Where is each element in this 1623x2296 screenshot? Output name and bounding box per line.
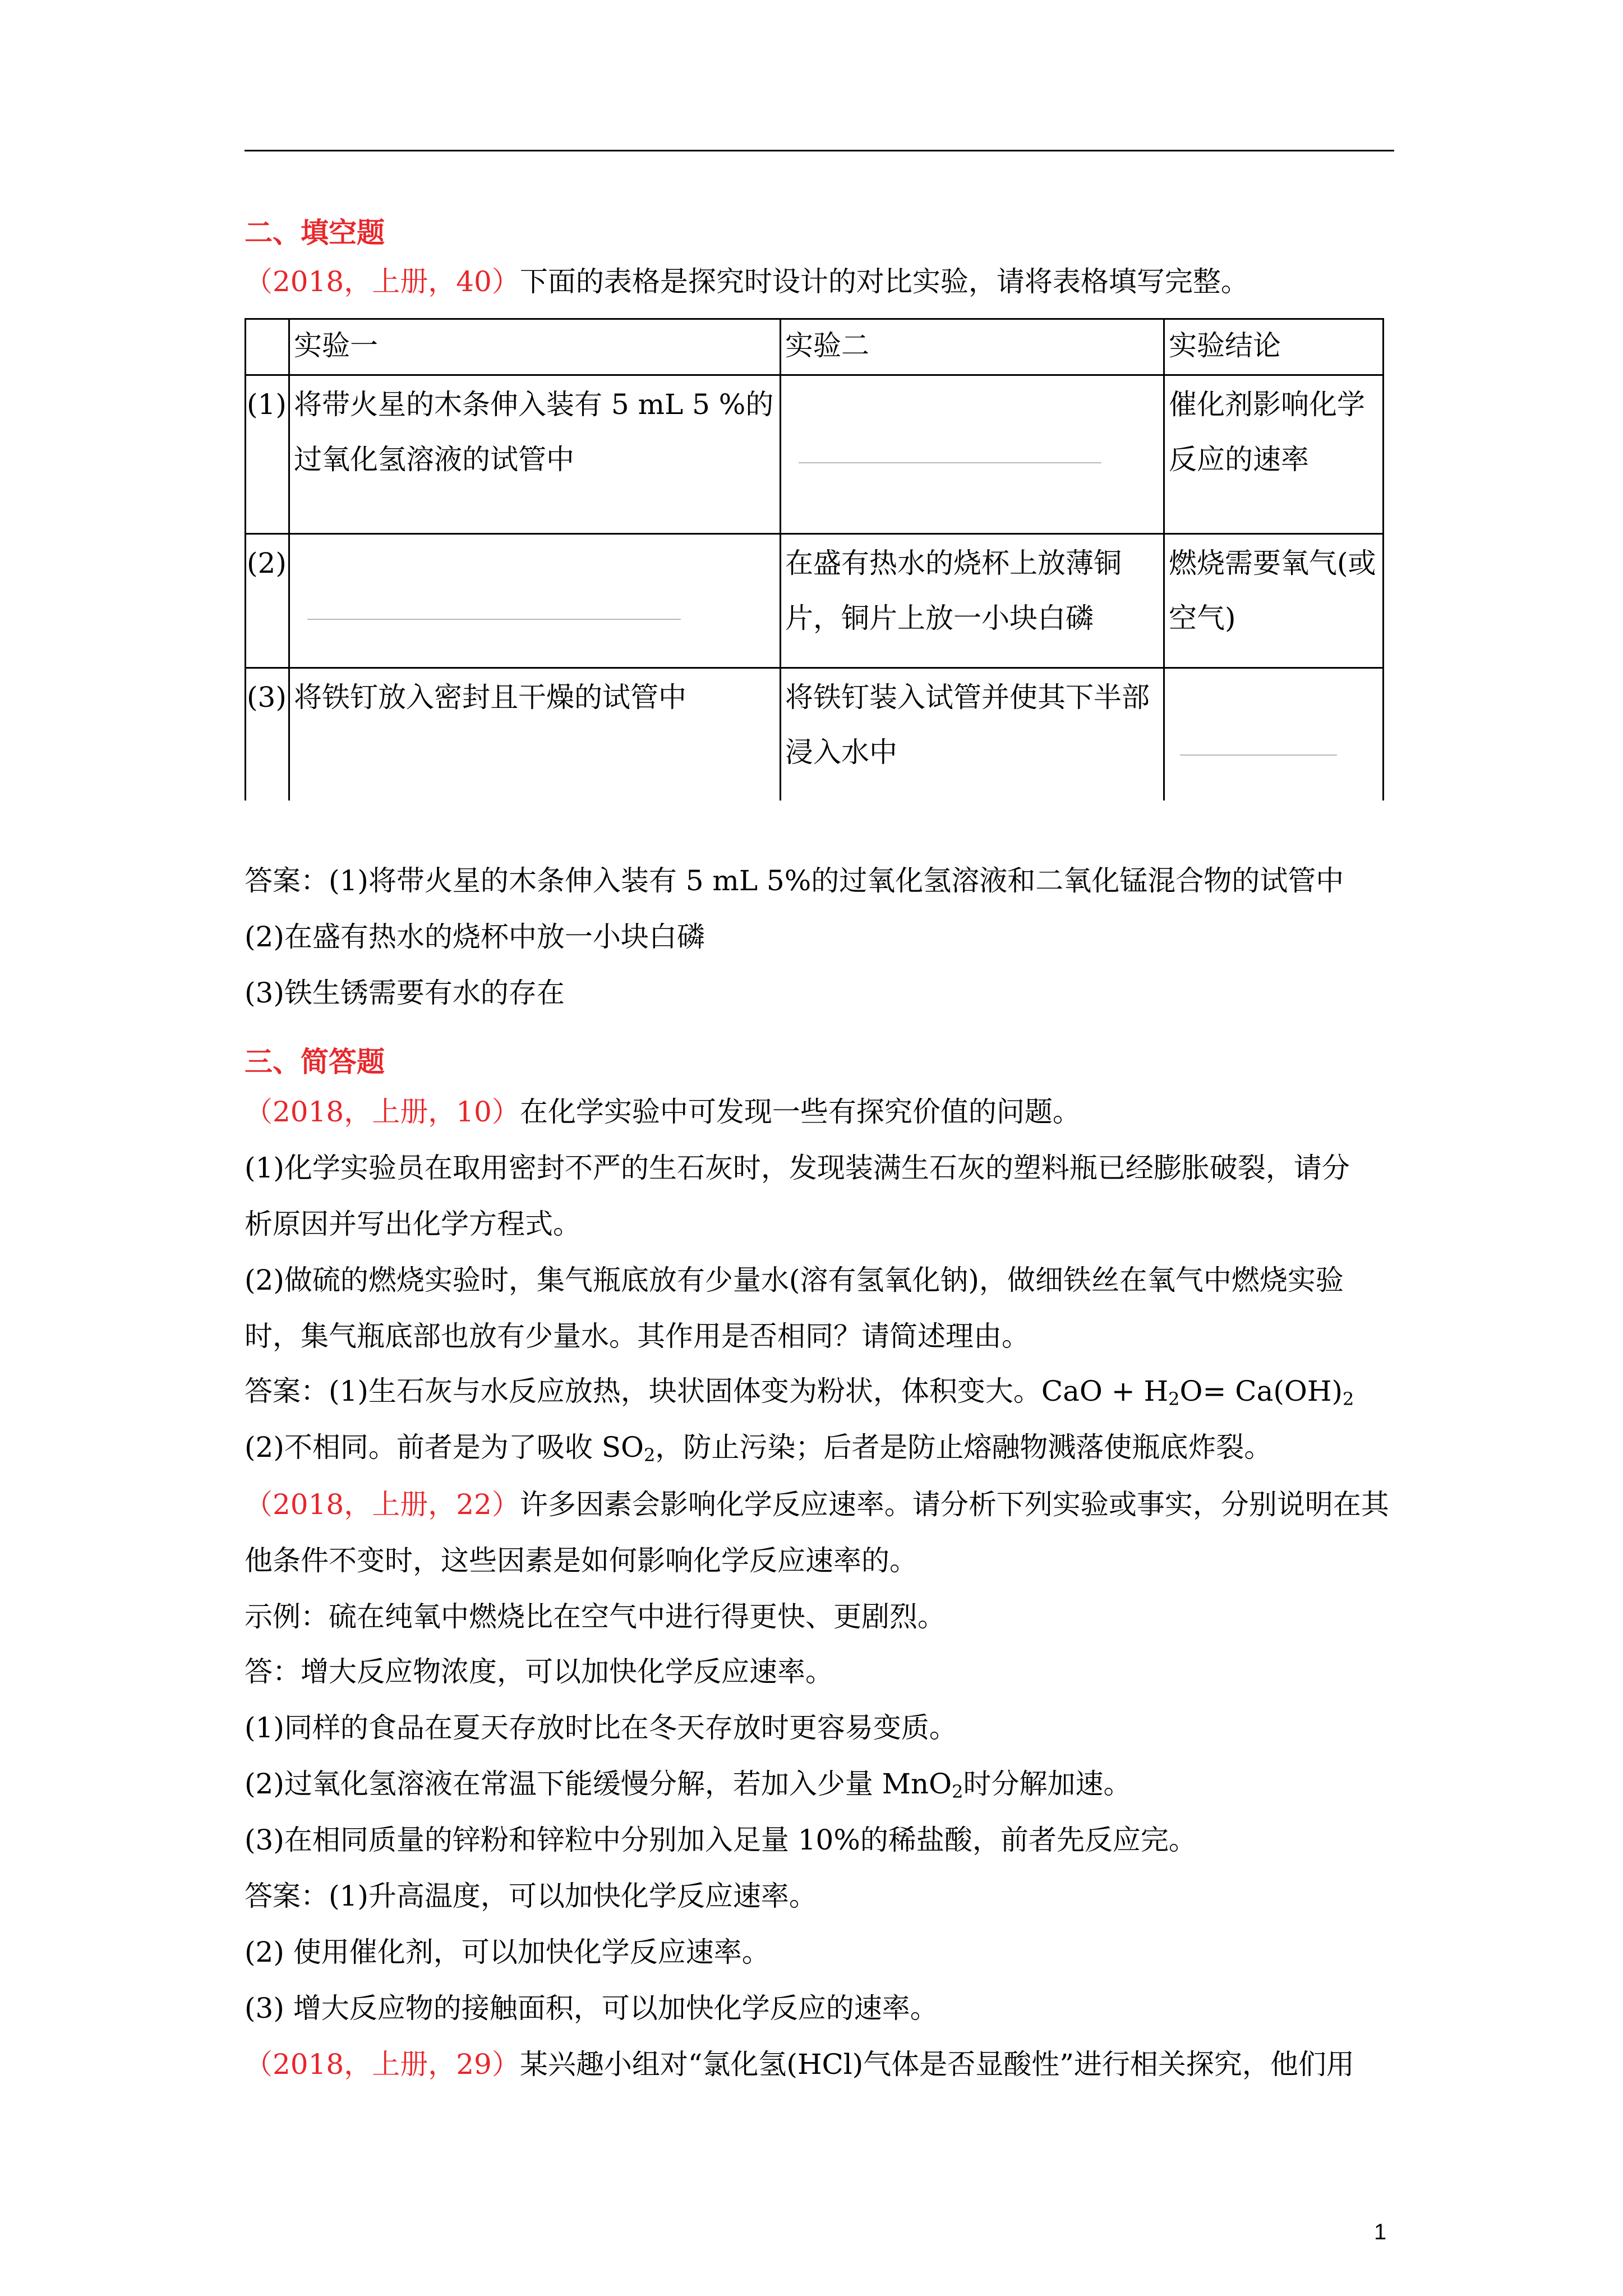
table-border [245,374,1384,376]
example-text: 示例：硫在纯氧中燃烧比在空气中进行得更快、更剧烈。 [245,1600,946,1633]
question-text: 在化学实验中可发现一些有探究价值的问题。 [519,1096,1081,1128]
answer-line: (3) 增大反应物的接触面积，可以加快化学反应的速率。 [245,1992,938,2024]
subscript: 2 [952,1781,963,1802]
question-text: 时分解加速。 [963,1768,1132,1800]
answer-text: ，防止污染；后者是防止熔融物溅落使瓶底炸裂。 [655,1431,1272,1464]
table-border [288,318,290,800]
answer-line: (2)在盛有热水的烧杯中放一小块白磷 [245,921,705,953]
question-text: (2)过氧化氢溶液在常温下能缓慢分解，若加入少量 MnO [245,1768,952,1800]
table-cell: 燃烧需要氧气(或空气) [1169,547,1376,634]
table-border [245,318,246,800]
question-text: 许多因素会影响化学反应速率。请分析下列实验或事实，分别说明在其 [519,1488,1389,1521]
question-part: (2)做硫的燃烧实验时，集气瓶底放有少量水(溶有氢氧化钠)，做细铁丝在氧气中燃烧实验 [245,1264,1344,1296]
row-number: (3) [247,681,287,714]
question-source: （2018，上册，40） [245,265,520,298]
table-cell: 在盛有热水的烧杯上放薄铜片，铜片上放一小块白磷 [785,547,1122,634]
question-part: 时，集气瓶底部也放有少量水。其作用是否相同？请简述理由。 [245,1320,1030,1352]
question-text: 下面的表格是探究时设计的对比实验，请将表格填写完整。 [519,265,1249,298]
table-border [1382,318,1384,800]
example-answer: 答：增大反应物浓度，可以加快化学反应速率。 [245,1655,833,1688]
question-22 [245,1488,1400,1521]
table-cell: 催化剂影响化学反应的速率 [1169,388,1365,476]
answer-line: 答案：(1)升高温度，可以加快化学反应速率。 [245,1880,817,1912]
table-border [245,533,1384,535]
table-cell: 将铁钉装入试管并使其下半部浸入水中 [785,681,1150,769]
answer-blank[interactable] [307,619,681,620]
header-rule [245,150,1394,151]
table-border [780,318,781,800]
answer-text: O= Ca(OH) [1179,1375,1343,1407]
question-part: (3)在相同质量的锌粉和锌粒中分别加入足量 10%的稀盐酸，前者先反应完。 [245,1824,1197,1856]
answer-line: (2) 使用催化剂，可以加快化学反应速率。 [245,1936,770,1968]
answer-blank[interactable] [1180,754,1337,756]
experiment-table [245,318,1384,800]
answer-blank[interactable] [799,462,1101,463]
question-part: 析原因并写出化学方程式。 [245,1208,581,1240]
table-cell: 将带火星的木条伸入装有 5 mL 5 %的过氧化氢溶液的试管中 [294,388,774,476]
question-29 [245,2047,1400,2081]
table-border [245,667,1384,669]
table-header: 实验一 [294,329,378,362]
page-number: 1 [1374,2220,1387,2244]
question-part: (1)同样的食品在夏天存放时比在冬天存放时更容易变质。 [245,1711,957,1744]
answer-text: (2)不相同。前者是为了吸收 SO [245,1431,644,1464]
question-40 [245,265,1400,298]
row-number: (2) [247,547,287,579]
subscript: 2 [1343,1388,1354,1410]
table-cell: 将铁钉放入密封且干燥的试管中 [294,681,686,714]
table-border [1163,318,1165,800]
question-part: (1)化学实验员在取用密封不严的生石灰时，发现装满生石灰的塑料瓶已经膨胀破裂，请分 [245,1152,1350,1184]
answer-line [245,1374,1400,1408]
question-source: （2018，上册，22） [245,1488,520,1521]
section-heading-fill-blank: 二、填空题 [245,217,385,249]
table-header: 实验二 [785,329,869,362]
question-source: （2018，上册，29） [245,2048,520,2081]
section-heading-short-answer: 三、简答题 [245,1046,385,1078]
question-10 [245,1095,1400,1129]
answer-text: 答案：(1)生石灰与水反应放热，块状固体变为粉状，体积变大。CaO + H [245,1375,1169,1407]
question-part [245,1767,1400,1801]
question-text: 他条件不变时，这些因素是如何影响化学反应速率的。 [245,1544,917,1577]
answer-line: 答案：(1)将带火星的木条伸入装有 5 mL 5%的过氧化氢溶液和二氧化锰混合物的试管中 [245,864,1344,897]
subscript: 2 [1168,1388,1180,1410]
table-header: 实验结论 [1169,329,1281,362]
row-number: (1) [247,388,287,421]
answer-line: (3)铁生锈需要有水的存在 [245,977,565,1009]
question-text: 某兴趣小组对“氯化氢(HCl)气体是否显酸性”进行相关探究，他们用 [519,2048,1354,2081]
subscript: 2 [643,1444,656,1466]
question-source: （2018，上册，10） [245,1096,520,1128]
answer-line [245,1430,1400,1464]
